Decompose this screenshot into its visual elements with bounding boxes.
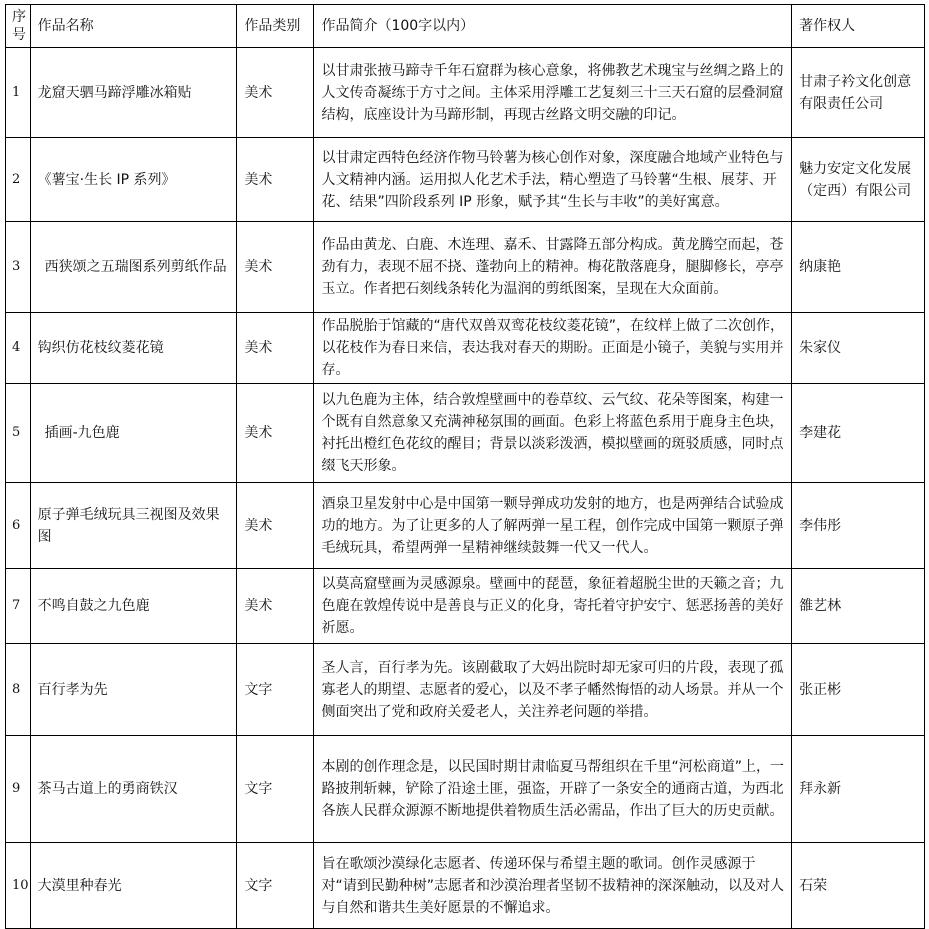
row-owner: 雒艺林 — [792, 569, 925, 644]
row-no: 4 — [6, 313, 31, 384]
header-no: 序号 — [6, 5, 31, 48]
row-name: 百行孝为先 — [30, 644, 237, 736]
row-no: 6 — [6, 483, 31, 569]
row-owner: 李伟彤 — [792, 483, 925, 569]
row-description: 酒泉卫星发射中心是中国第一颗导弹成功发射的地方，也是两弹结合试验成功的地方。为了让更多的人了解两弹一星工程，创作完成中国第一颗原子弹毛绒玩具，希望两弹一星精神继续鼓舞一代又一代人。 — [314, 483, 792, 569]
row-description: 以甘肃张掖马蹄寺千年石窟群为核心意象，将佛教艺术瑰宝与丝绸之路上的人文传奇凝练于方寸之间。主体采用浮雕工艺复刻三十三天石窟的层叠洞窟结构，底座设计为马蹄形制，再现古丝路文明交融的印记。 — [314, 48, 792, 138]
header-name: 作品名称 — [30, 5, 237, 48]
row-category: 文字 — [237, 736, 314, 843]
row-owner: 石荣 — [792, 843, 925, 929]
row-no: 9 — [6, 736, 31, 843]
row-no: 10 — [6, 843, 31, 929]
row-name: 钩织仿花枝纹菱花镜 — [30, 313, 237, 384]
row-name: 插画-九色鹿 — [30, 384, 237, 483]
row-description: 作品由黄龙、白鹿、木连理、嘉禾、甘露降五部分构成。黄龙腾空而起，苍劲有力，表现不屈不挠、蓬勃向上的精神。梅花散落鹿身，腿脚修长，亭亭玉立。作者把石刻线条转化为温润的剪纸图案，呈现在大众面前。 — [314, 222, 792, 313]
row-name: 西狭颂之五瑞图系列剪纸作品 — [30, 222, 237, 313]
table-row — [6, 384, 925, 483]
table-row — [6, 48, 925, 138]
row-owner: 纳康艳 — [792, 222, 925, 313]
row-description: 以莫高窟壁画为灵感源泉。壁画中的琵琶，象征着超脱尘世的天籁之音；九色鹿在敦煌传说中是善良与正义的化身，寄托着守护安宁、惩恶扬善的美好祈愿。 — [314, 569, 792, 644]
header-owner: 著作权人 — [792, 5, 925, 48]
row-name: 原子弹毛绒玩具三视图及效果图 — [30, 483, 237, 569]
table-row — [6, 138, 925, 222]
row-category: 文字 — [237, 644, 314, 736]
row-category: 美术 — [237, 313, 314, 384]
table-row — [6, 736, 925, 843]
row-no: 3 — [6, 222, 31, 313]
table-row — [6, 313, 925, 384]
row-owner: 张正彬 — [792, 644, 925, 736]
row-description: 旨在歌颂沙漠绿化志愿者、传递环保与希望主题的歌词。创作灵感源于对“请到民勤种树”志愿者和沙漠治理者坚韧不拔精神的深深触动，以及对人与自然和谐共生美好愿景的不懈追求。 — [314, 843, 792, 929]
row-description: 作品脱胎于馆藏的“唐代双兽双鸾花枝纹菱花镜”，在纹样上做了二次创作，以花枝作为春日来信，表达我对春天的期盼。正面是小镜子，美貌与实用并存。 — [314, 313, 792, 384]
row-owner: 李建花 — [792, 384, 925, 483]
row-description: 本剧的创作理念是，以民国时期甘肃临夏马帮组织在千里“河松商道”上，一路披荆斩棘，铲除了沿途土匪，强盗，开辟了一条安全的通商古道，为西北各族人民群众源源不断地提供着物质生活必需品，作出了巨大的历史贡献。 — [314, 736, 792, 843]
row-owner: 甘肃子衿文化创意有限责任公司 — [792, 48, 925, 138]
row-owner: 朱家仪 — [792, 313, 925, 384]
row-category: 美术 — [237, 483, 314, 569]
works-table — [5, 4, 925, 929]
row-description: 以甘肃定西特色经济作物马铃薯为核心创作对象，深度融合地域产业特色与人文精神内涵。运用拟人化艺术手法，精心塑造了马铃薯“生根、展芽、开花、结果”四阶段系列 IP 形象，赋予其“生长与丰收”的美好寓意。 — [314, 138, 792, 222]
row-category: 美术 — [237, 222, 314, 313]
table-row — [6, 843, 925, 929]
row-no: 1 — [6, 48, 31, 138]
row-category: 文字 — [237, 843, 314, 929]
table-row — [6, 222, 925, 313]
row-name: 《薯宝·生长 IP 系列》 — [30, 138, 237, 222]
row-name: 龙窟天驷马蹄浮雕冰箱贴 — [30, 48, 237, 138]
row-category: 美术 — [237, 569, 314, 644]
row-category: 美术 — [237, 138, 314, 222]
row-category: 美术 — [237, 384, 314, 483]
row-name: 大漠里种春光 — [30, 843, 237, 929]
row-no: 8 — [6, 644, 31, 736]
table-row — [6, 644, 925, 736]
table-row — [6, 569, 925, 644]
row-name: 茶马古道上的勇商铁汉 — [30, 736, 237, 843]
row-owner: 拜永新 — [792, 736, 925, 843]
header-category: 作品类别 — [237, 5, 314, 48]
header-row — [6, 5, 925, 48]
row-no: 7 — [6, 569, 31, 644]
row-name: 不鸣自鼓之九色鹿 — [30, 569, 237, 644]
row-no: 5 — [6, 384, 31, 483]
row-no: 2 — [6, 138, 31, 222]
row-owner: 魅力安定文化发展（定西）有限公司 — [792, 138, 925, 222]
table-row — [6, 483, 925, 569]
row-description: 以九色鹿为主体，结合敦煌壁画中的卷草纹、云气纹、花朵等图案，构建一个既有自然意象又充满神秘氛围的画面。色彩上将蓝色系用于鹿身主色块，衬托出橙红色花纹的醒目；背景以淡彩泼洒，模拟壁画的斑驳质感，同时点缀飞天形象。 — [314, 384, 792, 483]
row-description: 圣人言，百行孝为先。该剧截取了大妈出院时却无家可归的片段，表现了孤寡老人的期望、志愿者的爱心，以及不孝子幡然悔悟的动人场景。并从一个侧面突出了党和政府关爱老人，关注养老问题的举措。 — [314, 644, 792, 736]
header-description: 作品简介（100字以内） — [314, 5, 792, 48]
row-category: 美术 — [237, 48, 314, 138]
